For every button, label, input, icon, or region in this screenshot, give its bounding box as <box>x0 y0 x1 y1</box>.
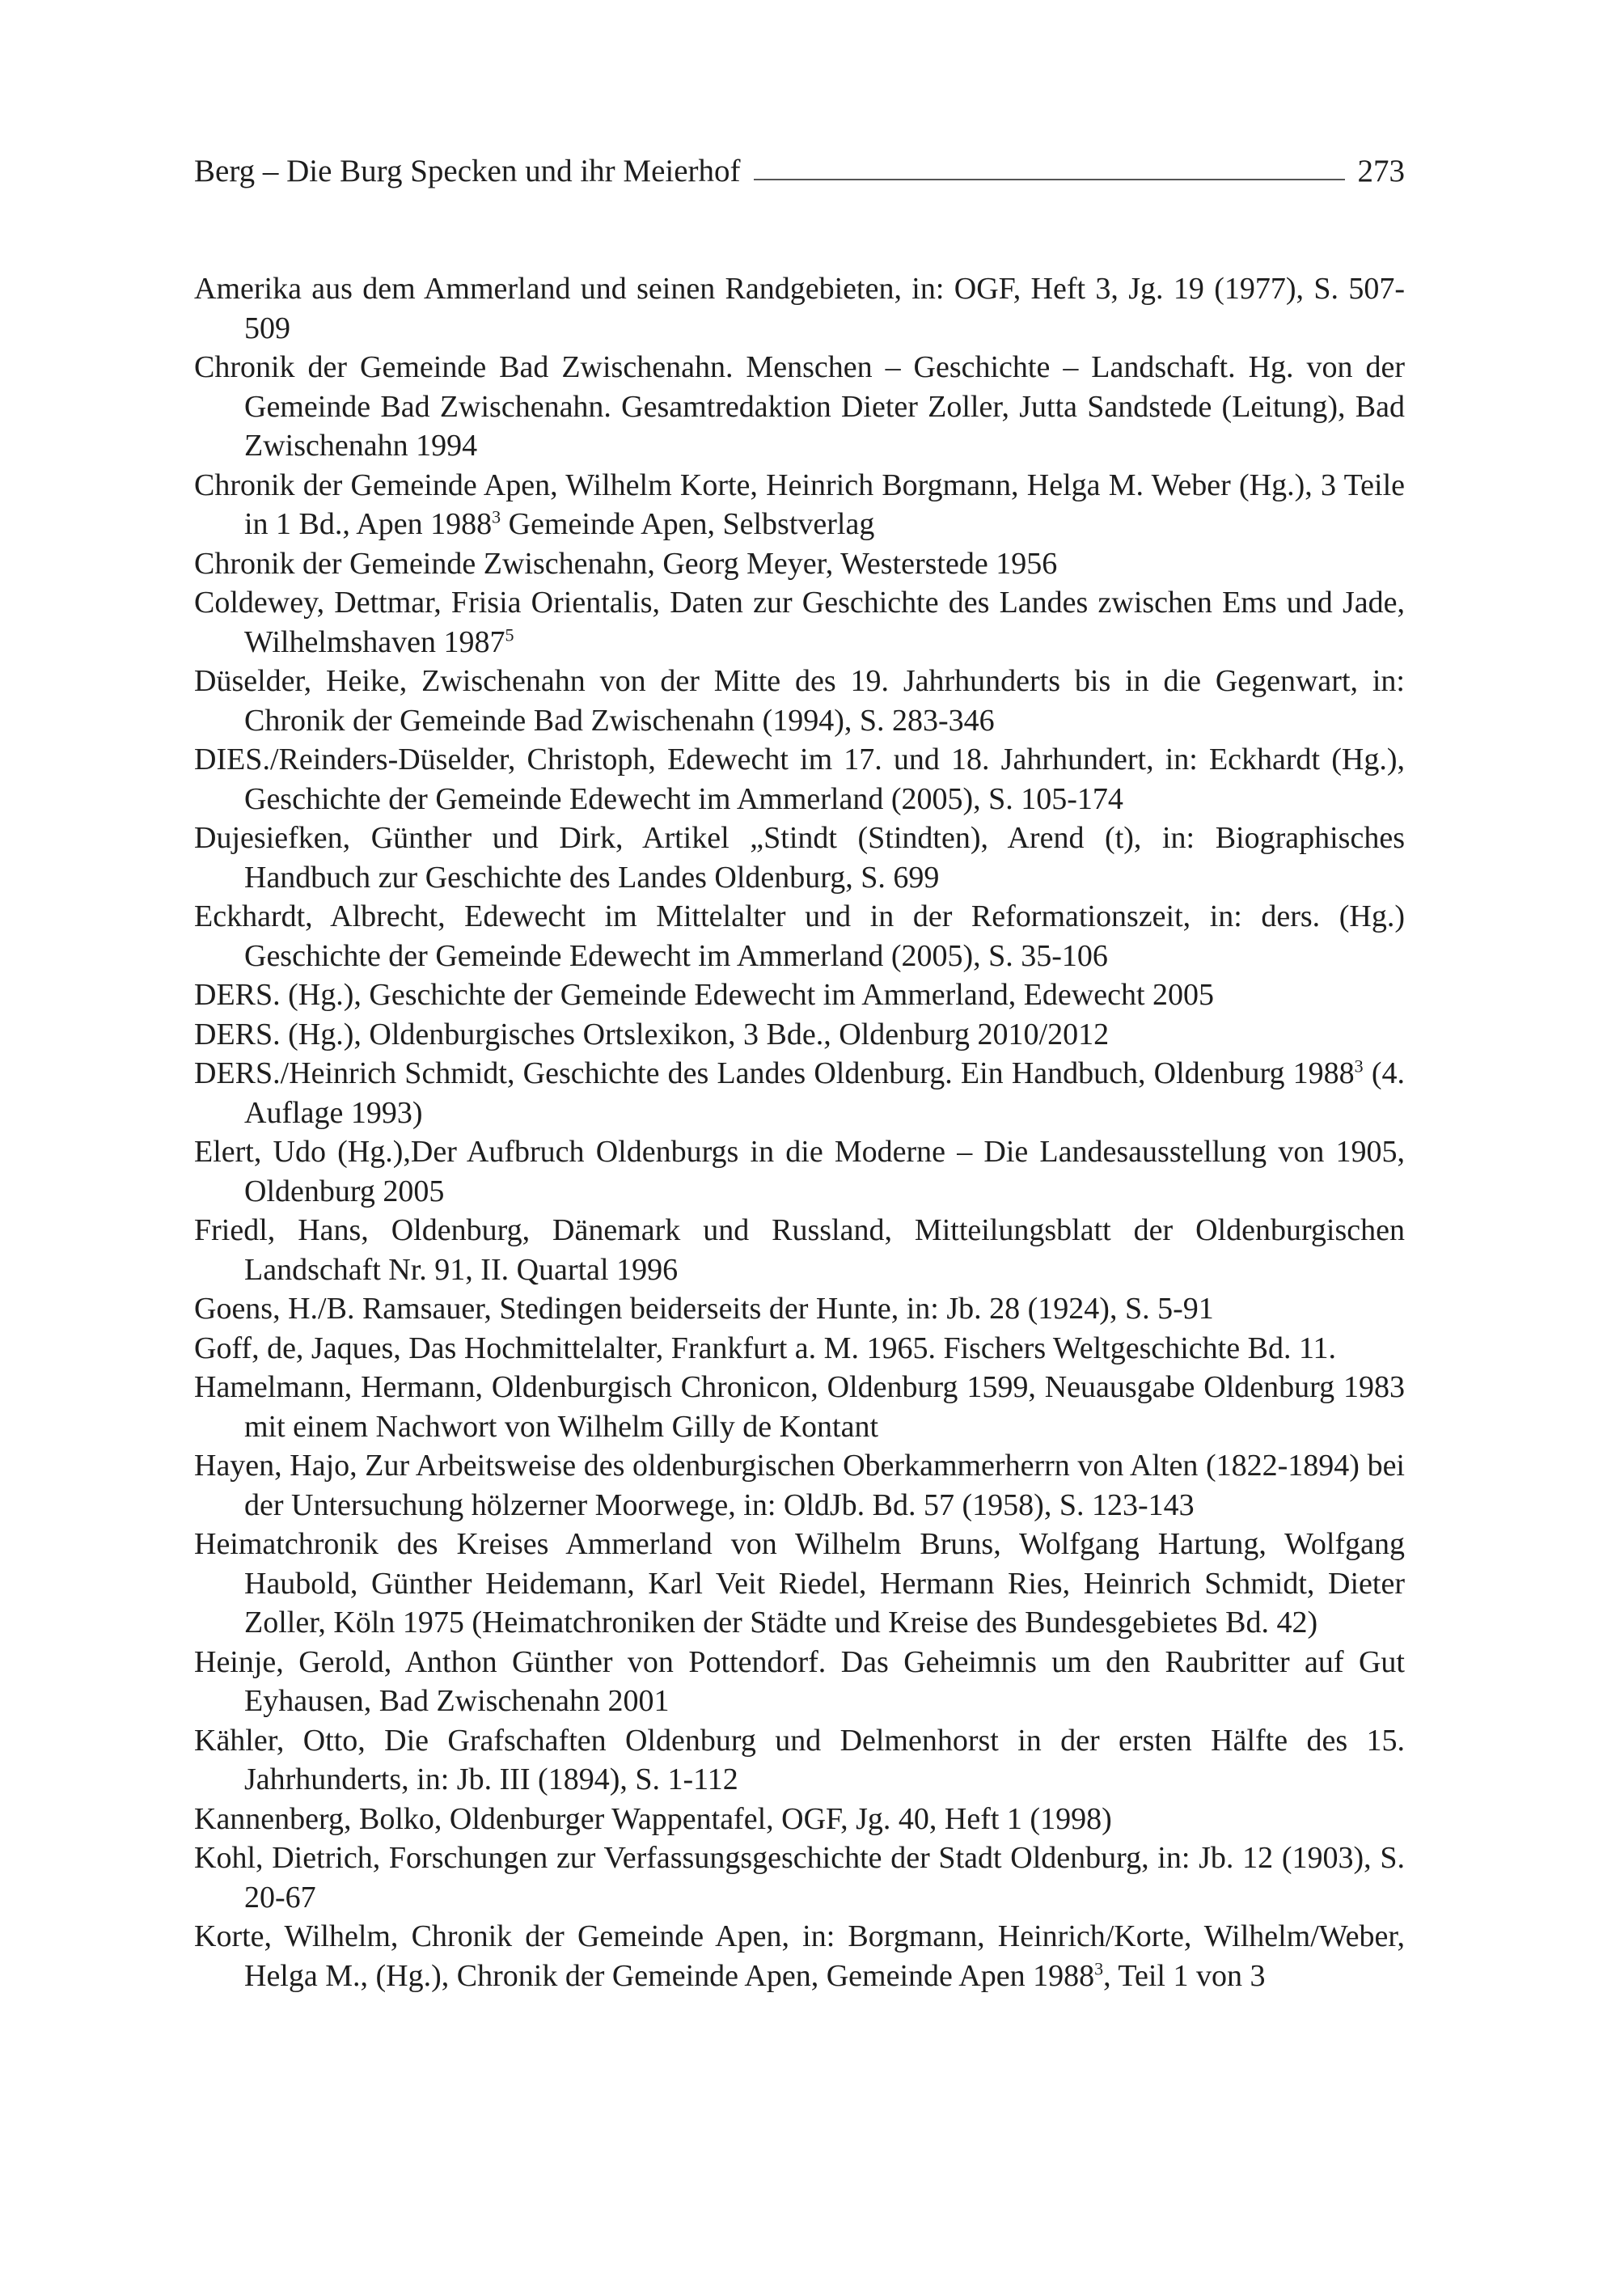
entry-text: Kohl, Dietrich, Forschungen zur Verfassungsgeschichte der Stadt Oldenburg, in: Jb. 12 (1903), S. 20-67 <box>194 1841 1405 1915</box>
bibliography-entry <box>194 819 1405 897</box>
entry-text: Coldewey, Dettmar, Frisia Orientalis, Daten zur Geschichte des Landes zwischen Ems und Jade, Wilhelmshaven 1987 <box>194 586 1405 659</box>
bibliography-entry <box>194 544 1405 584</box>
bibliography-entry <box>194 1917 1405 1995</box>
bibliography-entry <box>194 1838 1405 1917</box>
bibliography-entry <box>194 975 1405 1015</box>
entry-text: DIES./Reinders-Düselder, Christoph, Edewecht im 17. und 18. Jahrhundert, in: Eckhardt (Hg.), Geschichte der Gemeinde Edewecht im Ammerland (2005), S. 105-174 <box>194 743 1405 816</box>
bibliography-entry <box>194 1054 1405 1132</box>
bibliography-entry <box>194 897 1405 975</box>
bibliography-entry <box>194 583 1405 662</box>
running-head-rule <box>754 179 1345 180</box>
entry-text: Heimatchronik des Kreises Ammerland von Wilhelm Bruns, Wolfgang Hartung, Wolfgang Haubold, Günther Heidemann, Karl Veit Riedel, Hermann Ries, Heinrich Schmidt, Dieter Zoller, Köln 1975 (Heimatchroniken der Städte und Kreise des Bundesgebietes Bd. 42) <box>194 1527 1405 1640</box>
entry-text: Hamelmann, Hermann, Oldenburgisch Chronicon, Oldenburg 1599, Neuausgabe Oldenburg 1983 mit einem Nachwort von Wilhelm Gilly de Kontant <box>194 1370 1405 1444</box>
edition-superscript: 5 <box>505 624 514 645</box>
entry-text: (4. Auflage 1993) <box>244 1056 1405 1130</box>
entry-text: Goens, H./B. Ramsauer, Stedingen beiderseits der Hunte, in: Jb. 28 (1924), S. 5-91 <box>194 1292 1214 1326</box>
bibliography-entry <box>194 662 1405 740</box>
bibliography-entry <box>194 1368 1405 1446</box>
bibliography-entry <box>194 740 1405 819</box>
entry-text: Korte, Wilhelm, Chronik der Gemeinde Apen, in: Borgmann, Heinrich/Korte, Wilhelm/Weber, Helga M., (Hg.), Chronik der Gemeinde Apen, Gemeinde Apen 1988 <box>194 1919 1405 1993</box>
entry-text: Dujesiefken, Günther und Dirk, Artikel „Stindt (Stindten), Arend (t), in: Biographisches Handbuch zur Geschichte des Landes Oldenburg, S. 699 <box>194 821 1405 895</box>
entry-text: Hayen, Hajo, Zur Arbeitsweise des oldenburgischen Oberkammerherrn von Alten (1822-1894) bei der Untersuchung hölzerner Moorwege, in: OldJb. Bd. 57 (1958), S. 123-143 <box>194 1449 1405 1522</box>
running-head <box>194 147 1405 196</box>
entry-text: Eckhardt, Albrecht, Edewecht im Mittelalter und in der Reformationszeit, in: ders. (Hg.) Geschichte der Gemeinde Edewecht im Ammerland (2005), S. 35-106 <box>194 899 1405 973</box>
entry-text: DERS. (Hg.), Oldenburgisches Ortslexikon, 3 Bde., Oldenburg 2010/2012 <box>194 1017 1110 1051</box>
bibliography-entry <box>194 1800 1405 1839</box>
entry-text: Düselder, Heike, Zwischenahn von der Mitte des 19. Jahrhunderts bis in die Gegenwart, in: Chronik der Gemeinde Bad Zwischenahn (1994), S. 283-346 <box>194 664 1405 738</box>
bibliography-entry <box>194 1525 1405 1643</box>
bibliography-entry <box>194 348 1405 466</box>
entry-text: Friedl, Hans, Oldenburg, Dänemark und Russland, Mitteilungsblatt der Oldenburgischen Landschaft Nr. 91, II. Quartal 1996 <box>194 1213 1405 1287</box>
entry-text: Gemeinde Apen, Selbstverlag <box>501 507 875 541</box>
entry-text: , Teil 1 von 3 <box>1103 1958 1266 1993</box>
bibliography-entry <box>194 1446 1405 1525</box>
bibliography-entry <box>194 1289 1405 1329</box>
edition-superscript: 3 <box>492 506 501 527</box>
bibliography-entry <box>194 1643 1405 1721</box>
bibliography-entry <box>194 1329 1405 1369</box>
bibliography-entry <box>194 1721 1405 1800</box>
bibliography-list <box>194 269 1405 1995</box>
entry-text: Amerika aus dem Ammerland und seinen Randgebieten, in: OGF, Heft 3, Jg. 19 (1977), S. 507-509 <box>194 272 1405 345</box>
page-number: 273 <box>1357 154 1405 188</box>
running-head-title: Berg – Die Burg Specken und ihr Meierhof <box>194 154 741 188</box>
entry-text: Chronik der Gemeinde Apen, Wilhelm Korte, Heinrich Borgmann, Helga M. Weber (Hg.), 3 Teile in 1 Bd., Apen 1988 <box>194 468 1405 541</box>
edition-superscript: 3 <box>1354 1056 1364 1077</box>
entry-text: DERS. (Hg.), Geschichte der Gemeinde Edewecht im Ammerland, Edewecht 2005 <box>194 978 1215 1012</box>
entry-text: Chronik der Gemeinde Bad Zwischenahn. Menschen – Geschichte – Landschaft. Hg. von der Gemeinde Bad Zwischenahn. Gesamtredaktion Dieter Zoller, Jutta Sandstede (Leitung), Bad Zwischenahn 1994 <box>194 350 1405 463</box>
bibliography-entry <box>194 1015 1405 1055</box>
entry-text: Chronik der Gemeinde Zwischenahn, Georg Meyer, Westerstede 1956 <box>194 546 1058 581</box>
edition-superscript: 3 <box>1094 1957 1104 1978</box>
entry-text: Elert, Udo (Hg.),Der Aufbruch Oldenburgs in die Moderne – Die Landesausstellung von 1905, Oldenburg 2005 <box>194 1135 1405 1208</box>
entry-text: Goff, de, Jaques, Das Hochmittelalter, Frankfurt a. M. 1965. Fischers Weltgeschichte Bd. 11. <box>194 1331 1337 1365</box>
entry-text: DERS./Heinrich Schmidt, Geschichte des Landes Oldenburg. Ein Handbuch, Oldenburg 1988 <box>194 1056 1355 1090</box>
bibliography-entry <box>194 1132 1405 1211</box>
entry-text: Heinje, Gerold, Anthon Günther von Pottendorf. Das Geheimnis um den Raubritter auf Gut Eyhausen, Bad Zwischenahn 2001 <box>194 1644 1405 1718</box>
bibliography-entry <box>194 269 1405 348</box>
bibliography-entry <box>194 466 1405 544</box>
bibliography-entry <box>194 1211 1405 1289</box>
entry-text: Kannenberg, Bolko, Oldenburger Wappentafel, OGF, Jg. 40, Heft 1 (1998) <box>194 1801 1112 1836</box>
entry-text: Kähler, Otto, Die Grafschaften Oldenburg und Delmenhorst in der ersten Hälfte des 15. Jahrhunderts, in: Jb. III (1894), S. 1-112 <box>194 1723 1405 1796</box>
